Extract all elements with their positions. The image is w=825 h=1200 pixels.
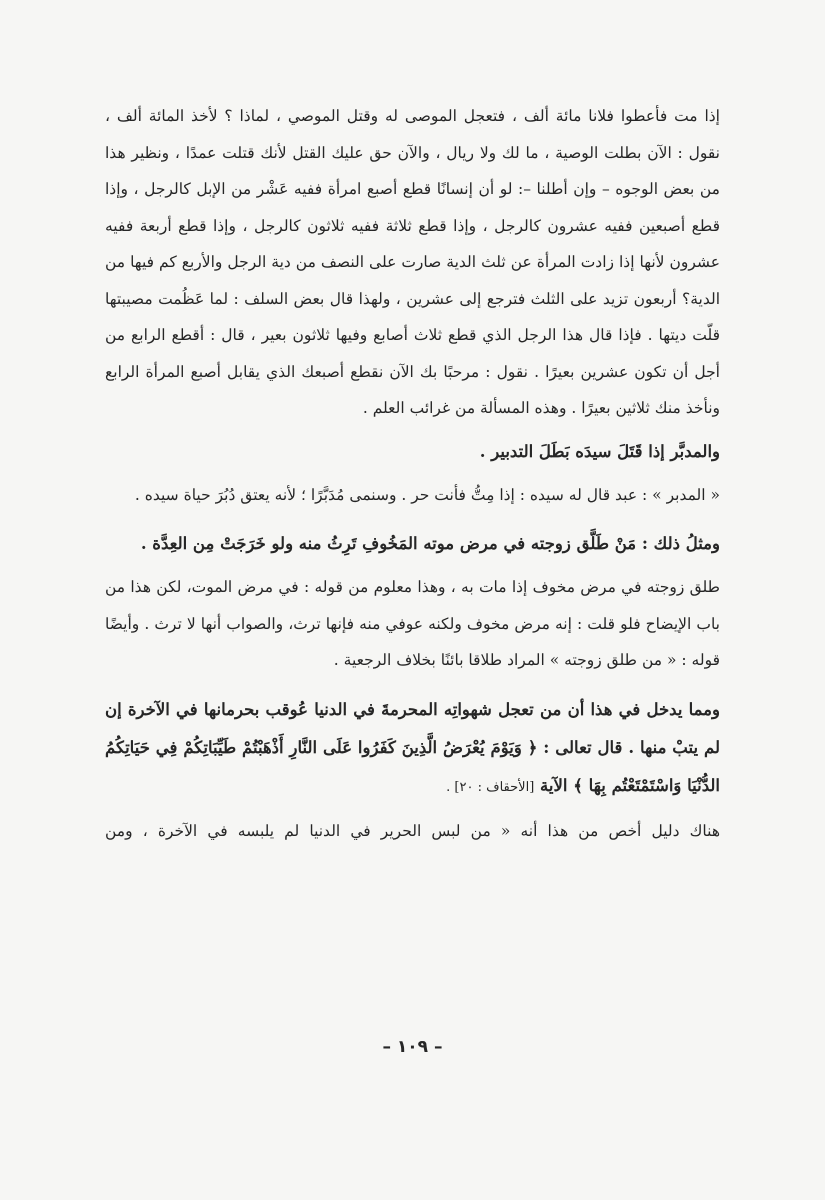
heading-hastened-desires [105, 691, 720, 807]
paragraph-silk-evidence: هناك دليل أخص من هذا أنه « من لبس الحرير في الدنيا لم يلبسه في الآخرة ، ومن [105, 821, 720, 840]
spacer [105, 679, 720, 691]
page-number: – ١٠٩ – [382, 1037, 443, 1057]
heading-hastened-desires-text: ومما يدخل في هذا أن من تعجل شهواتِه المحرمةَ في الدنيا عُوقب بحرمانها في الآخرة إن لم يتبْ منها . قال تعالى : ﴿ وَيَوْمَ يُعْرَضُ الَّذِينَ كَفَرُوا عَلَى النَّارِ أَذْهَبْتُمْ طَيِّبَاتِكُمْ فِي حَيَاتِكُمُ الدُّنْيَا وَاسْتَمْتَعْتُم بِهَا ﴾ الآية [105, 699, 720, 795]
heading-mudabbar-rule: والمدبَّر إذا قَتَلَ سيدَه بَطَلَ التدبير . [479, 441, 720, 461]
verse-reference: [الأحقاف : ٢٠] . [446, 779, 535, 795]
paragraph-mudabbar-definition: « المدبر » : عبد قال له سيده : إذا مِتُّ فأنت حر . وسنمى مُدَبَّرًا ؛ لأنه يعتق دُبُرَ حياة سيده . [134, 485, 720, 504]
paragraph-divorce-explanation: طلق زوجته في مرض مخوف إذا مات به ، وهذا معلوم من قوله : في مرض الموت، لكن هذا من باب الإيضاح فلو قلت : إنه مرض مخوف ولكنه عوفي منه فإنها ترث، والصواب أنها لا ترث . وأيضًا قوله : « من طلق زوجته » المراد طلاقا بائنًا بخلاف الرجعية . [105, 578, 720, 669]
paragraph-murderer-inheritance: إذا مت فأعطوا فلانا مائة ألف ، فتعجل الموصى له وقتل الموصي ، لماذا ؟ لأخذ المائة ألف ، نقول : الآن بطلت الوصية ، ما لك ولا ريال ، والآن حق عليك القتل لأنك قتلت عمدًا ، ونظير هذا من بعض الوجوه – وإن أطلنا –: لو أن إنسانًا قطع أصبع امرأة ففيه عَشْر من الإبل كالرجل ، وإذا قطع أصبعين ففيه عشرون كالرجل ، وإذا قطع ثلاثة ففيه ثلاثون كالرجل ، وإذا قطع أربعة ففيه عشرون لأنها إذا زادت المرأة عن ثلث الدية صارت على النصف من دية الرجل والأربع كم فيها من الدية؟ أربعون تزيد على الثلث فترجع إلى عشرين ، ولهذا قال بعض السلف : لما عَظُمت مصيبتها قلّت ديتها . فإذا قال هذا الرجل الذي قطع ثلاث أصابع وفيها ثلاثون بعير ، قال : أقطع الرابع من أجل أن تكون عشرين بعيرًا . نقول : مرحبًا بك الآن نقطع أصبعك الذي يقابل أصبع المرأة الرابع ونأخذ منك ثلاثين بعيرًا . وهذه المسألة من غرائب العلم . [105, 107, 720, 417]
spacer [105, 513, 720, 525]
heading-divorce-in-illness: ومثلُ ذلك : مَنْ طَلَّق زوجته في مرض موته المَخُوفِ تَرِثُ منه ولو خَرَجَتْ مِن العِدَّة . [140, 534, 720, 553]
